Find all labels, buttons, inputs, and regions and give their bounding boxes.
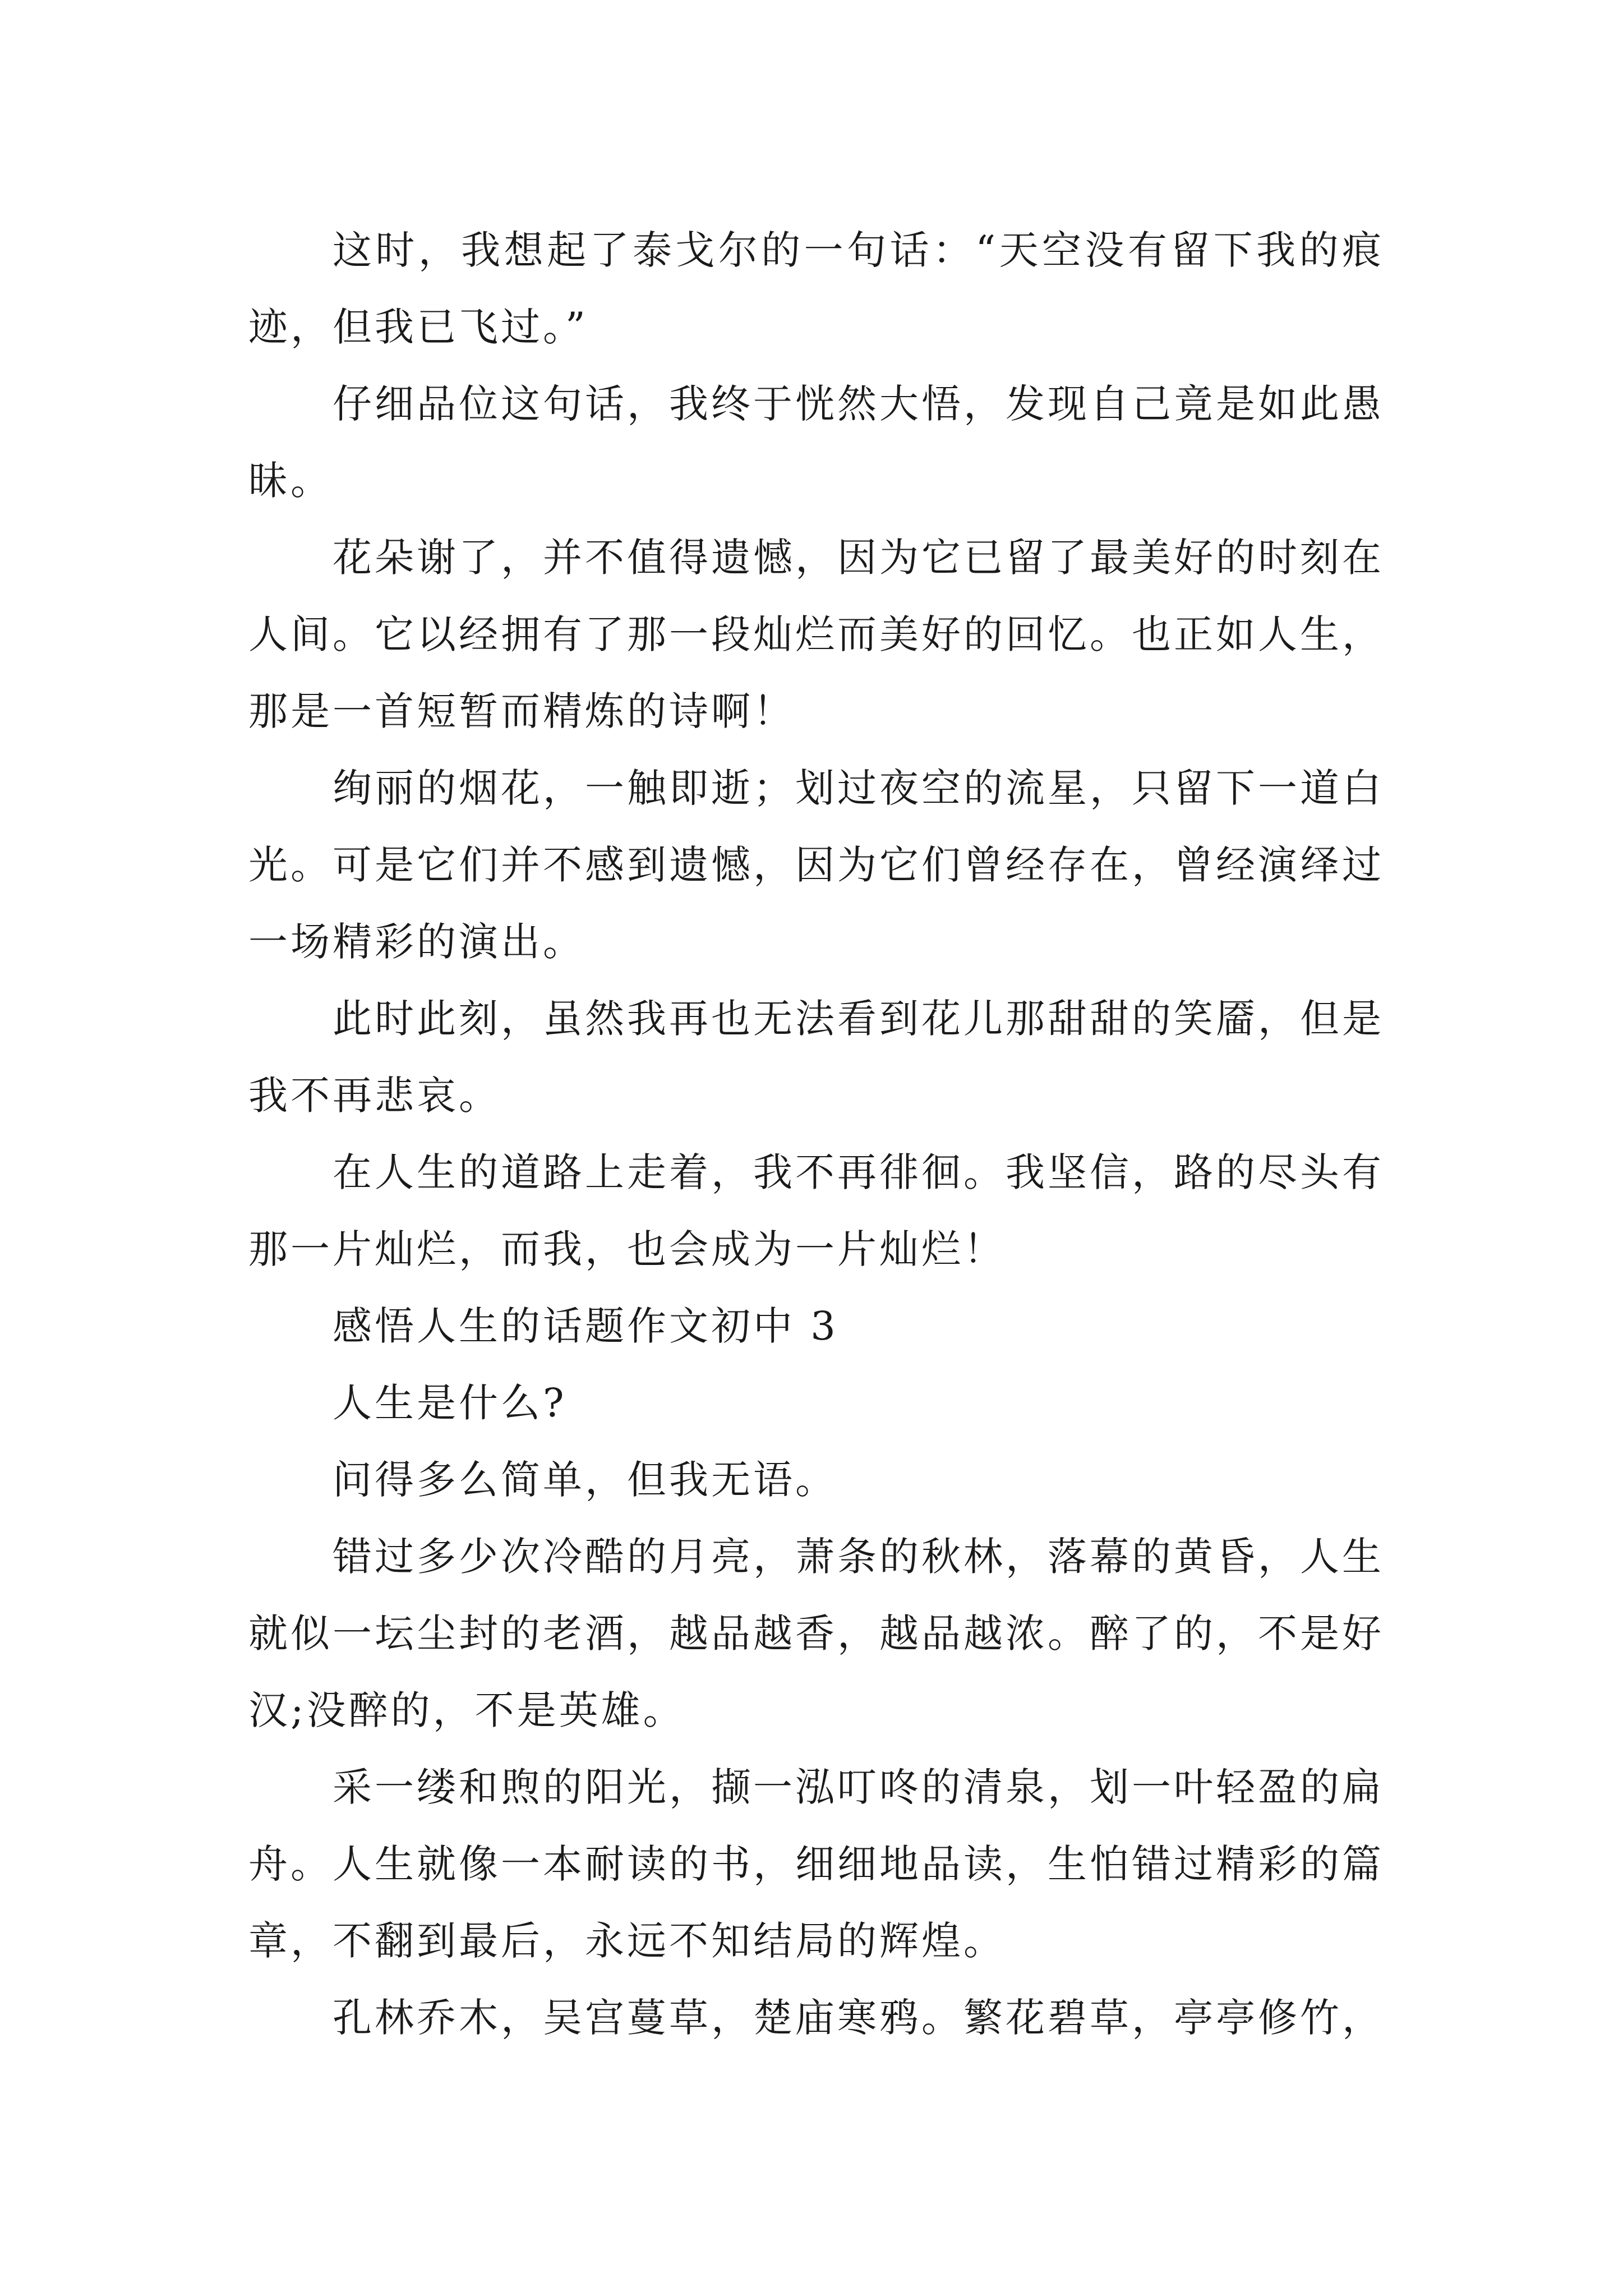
document-body xyxy=(248,212,1384,2056)
paragraph-silence: 问得多么简单，但我无语。 xyxy=(333,1457,837,1503)
paragraph-smile: 此时此刻，虽然我再也无法看到花儿那甜甜的笑靥，但是我不再悲哀。 xyxy=(248,996,1384,1119)
section-heading: 感悟人生的话题作文初中 3 xyxy=(333,1303,838,1349)
paragraph-road: 在人生的道路上走着，我不再徘徊。我坚信，路的尽头有那一片灿烂，而我，也会成为一片灿烂！ xyxy=(248,1149,1384,1272)
paragraph-realization: 仔细品位这句话，我终于恍然大悟，发现自己竟是如此愚昧。 xyxy=(248,381,1384,504)
paragraph-fireworks: 绚丽的烟花，一触即逝；划过夜空的流星，只留下一道白光。可是它们并不感到遗憾，因为它们曾经存在，曾经演绎过一场精彩的演出。 xyxy=(248,765,1384,965)
paragraph-question: 人生是什么? xyxy=(333,1380,567,1426)
paragraph-scenery: 孔林乔木，吴宫蔓草，楚庙寒鸦。繁花碧草，亭亭修竹， xyxy=(333,1995,1384,2041)
paragraph-tagore-quote: 这时，我想起了泰戈尔的一句话：“天空没有留下我的痕迹，但我已飞过。” xyxy=(248,227,1384,350)
paragraph-wine: 错过多少次冷酷的月亮，萧条的秋林，落幕的黄昏，人生就似一坛尘封的老酒，越品越香，越品越浓。醉了的，不是好汉;没醉的，不是英雄。 xyxy=(248,1534,1384,1733)
paragraph-flowers: 花朵谢了，并不值得遗憾，因为它已留了最美好的时刻在人间。它以经拥有了那一段灿烂而美好的回忆。也正如人生，那是一首短暂而精炼的诗啊！ xyxy=(248,535,1384,734)
paragraph-book: 采一缕和煦的阳光，撷一泓叮咚的清泉，划一叶轻盈的扁舟。人生就像一本耐读的书，细细地品读，生怕错过精彩的篇章，不翻到最后，永远不知结局的辉煌。 xyxy=(248,1764,1384,1964)
